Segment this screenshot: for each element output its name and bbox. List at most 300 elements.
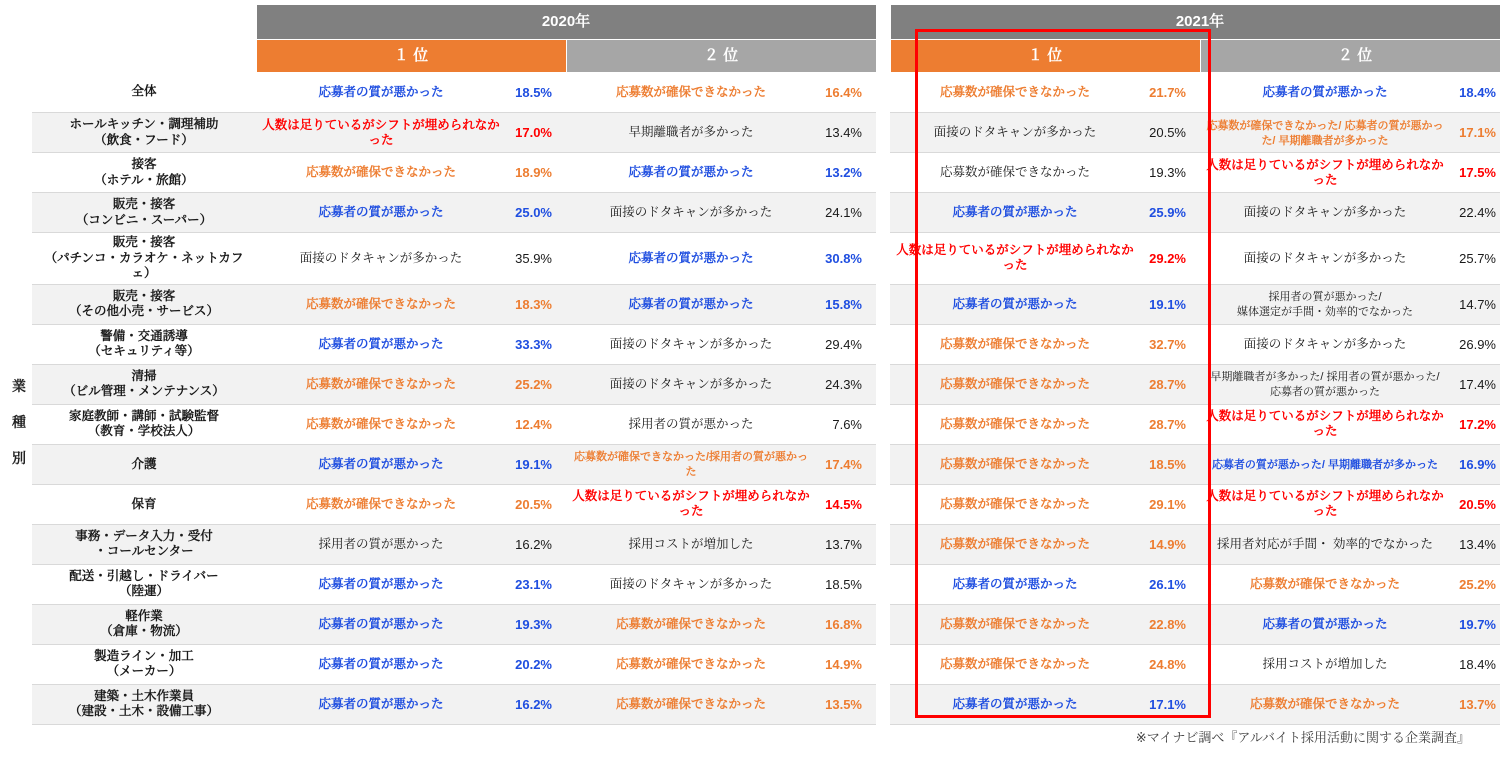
cell-2020-rank2-label-text: 人数は足りているがシフトが埋められなかった [572, 489, 810, 519]
header-2021-rank1: １ 位 [890, 40, 1200, 73]
cell-2020-rank2-pct [816, 684, 876, 724]
cell-2020-rank1-label [256, 604, 506, 644]
cell-2020-rank1-pct [506, 604, 566, 644]
header-2020-rank1: １ 位 [256, 40, 566, 73]
cell-2021-rank1-label [890, 193, 1140, 233]
cell-2020-rank1-label-text: 応募数が確保できなかった [305, 496, 456, 511]
cell-2020-rank2-label [566, 404, 816, 444]
cell-2020-rank1-pct [506, 684, 566, 724]
cell-2021-rank2-pct [1450, 604, 1500, 644]
cell-2020-rank2-label-text: 応募数が確保できなかった/採用者の質が悪かった [573, 451, 809, 479]
row-gap [876, 444, 890, 484]
header-row-year [32, 5, 1500, 40]
cell-2020-rank1-pct [506, 113, 566, 153]
cell-2020-rank2-pct [816, 364, 876, 404]
cell-2021-rank1-pct-text: 19.3% [1149, 165, 1186, 180]
row-category-label: 家庭教師・講師・試験監督 （教育・学校法人） [32, 404, 256, 444]
cell-2020-rank2-label-text: 採用者の質が悪かった [628, 416, 754, 431]
cell-2021-rank1-pct-text: 24.8% [1149, 656, 1186, 672]
cell-2021-rank1-pct [1140, 284, 1200, 324]
cell-2021-rank2-pct-text: 19.7% [1459, 616, 1496, 632]
cell-2020-rank1-pct [506, 524, 566, 564]
cell-2021-rank1-pct [1140, 73, 1200, 113]
cell-2021-rank2-pct [1450, 564, 1500, 604]
cell-2020-rank2-pct-text: 13.2% [825, 165, 862, 180]
cell-2021-rank2-pct [1450, 193, 1500, 233]
cell-2020-rank2-label [566, 193, 816, 233]
cell-2021-rank2-label [1200, 604, 1450, 644]
cell-2021-rank1-pct-text: 28.7% [1149, 416, 1186, 432]
row-category-label: 建築・土木作業員 （建設・土木・設備工事） [32, 684, 256, 724]
cell-2020-rank1-pct-text: 19.1% [515, 456, 552, 472]
cell-2020-rank2-pct-text: 24.1% [825, 205, 862, 220]
table-row [32, 193, 1500, 233]
cell-2020-rank1-pct-text: 35.9% [515, 250, 552, 266]
axis-label-char-1: 種 [12, 414, 26, 430]
axis-label-gyoshubetsu [8, 368, 30, 476]
cell-2020-rank1-label-text: 応募数が確保できなかった [305, 165, 456, 179]
cell-2020-rank1-label-text: 応募者の質が悪かった [318, 696, 444, 711]
cell-2020-rank1-pct-text: 17.0% [515, 125, 552, 140]
cell-2021-rank1-label [890, 564, 1140, 604]
cell-2021-rank1-pct-text: 18.5% [1149, 456, 1186, 472]
row-category-label: 販売・接客 （その他小売・サービス） [32, 284, 256, 324]
cell-2021-rank1-label-text: 応募数が確保できなかった [939, 336, 1090, 351]
cell-2021-rank1-pct [1140, 644, 1200, 684]
cell-2021-rank1-pct-text: 29.1% [1149, 496, 1186, 512]
cell-2021-rank1-pct-text: 28.7% [1149, 376, 1186, 392]
cell-2021-rank1-pct-text: 21.7% [1149, 85, 1186, 100]
cell-2021-rank1-label [890, 113, 1140, 153]
cell-2021-rank2-label [1200, 684, 1450, 724]
cell-2021-rank1-label-text: 応募数が確保できなかった [939, 85, 1090, 99]
table-body [32, 73, 1500, 725]
cell-2021-rank2-pct [1450, 113, 1500, 153]
cell-2020-rank1-label [256, 684, 506, 724]
cell-2020-rank1-pct [506, 644, 566, 684]
cell-2021-rank2-label [1200, 73, 1450, 113]
cell-2021-rank2-label-text: 人数は足りているがシフトが埋められなかった [1206, 489, 1444, 519]
cell-2020-rank1-label [256, 404, 506, 444]
cell-2020-rank2-label [566, 684, 816, 724]
cell-2020-rank1-pct-text: 19.3% [515, 616, 552, 632]
row-category-label: 製造ライン・加工 （メーカー） [32, 644, 256, 684]
cell-2020-rank2-pct [816, 324, 876, 364]
cell-2020-rank1-pct-text: 33.3% [515, 336, 552, 352]
cell-2021-rank2-pct-text: 16.9% [1459, 456, 1496, 472]
cell-2020-rank1-pct [506, 324, 566, 364]
cell-2021-rank2-pct-text: 17.5% [1459, 165, 1496, 180]
cell-2020-rank1-label-text: 応募者の質が悪かった [318, 85, 444, 99]
row-gap [876, 484, 890, 524]
cell-2020-rank2-label [566, 524, 816, 564]
cell-2020-rank2-pct-text: 16.8% [825, 616, 862, 632]
cell-2020-rank2-pct-text: 24.3% [825, 376, 862, 392]
cell-2020-rank1-label-text: 採用者の質が悪かった [318, 536, 444, 551]
cell-2021-rank1-label-text: 人数は足りているがシフトが埋められなかった [896, 243, 1134, 273]
source-note: ※マイナビ調べ『アルバイト採用活動に関する企業調査』 [1135, 730, 1470, 745]
table-row [32, 564, 1500, 604]
cell-2021-rank1-pct-text: 32.7% [1149, 336, 1186, 352]
cell-2020-rank2-pct [816, 193, 876, 233]
cell-2021-rank1-pct [1140, 444, 1200, 484]
table-row [32, 113, 1500, 153]
cell-2021-rank1-label-text: 応募数が確保できなかった [939, 416, 1090, 431]
cell-2021-rank2-pct-text: 17.4% [1459, 376, 1496, 392]
table-row [32, 604, 1500, 644]
cell-2021-rank2-label-text: 応募数が確保できなかった/ 応募者の質が悪かった/ 早期離職者が多かった [1206, 119, 1444, 147]
cell-2020-rank1-label [256, 284, 506, 324]
table-row [32, 73, 1500, 113]
cell-2021-rank2-label-text: 面接のドタキャンが多かった [1243, 250, 1407, 265]
cell-2020-rank1-label [256, 193, 506, 233]
cell-2021-rank1-label-text: 応募者の質が悪かった [952, 296, 1078, 311]
table-header [32, 5, 1500, 73]
cell-2021-rank2-label-text: 面接のドタキャンが多かった [1243, 205, 1407, 219]
table-row [32, 324, 1500, 364]
cell-2021-rank2-pct-text: 17.1% [1459, 125, 1496, 140]
row-gap [876, 644, 890, 684]
cell-2020-rank2-label [566, 113, 816, 153]
row-category-label: 軽作業 （倉庫・物流） [32, 604, 256, 644]
cell-2020-rank1-pct-text: 16.2% [515, 536, 552, 552]
cell-2021-rank2-pct [1450, 644, 1500, 684]
cell-2021-rank2-label [1200, 233, 1450, 285]
row-gap [876, 193, 890, 233]
cell-2021-rank1-pct [1140, 233, 1200, 285]
row-gap [876, 73, 890, 113]
cell-2020-rank2-label [566, 564, 816, 604]
header-gap [876, 5, 890, 40]
cell-2020-rank2-pct-text: 30.8% [825, 250, 862, 266]
cell-2020-rank2-label [566, 284, 816, 324]
cell-2020-rank2-pct-text: 7.6% [832, 416, 862, 432]
cell-2021-rank2-label [1200, 644, 1450, 684]
cell-2021-rank1-label [890, 484, 1140, 524]
row-category-label: 配送・引越し・ドライバー （陸運） [32, 564, 256, 604]
cell-2020-rank1-label-text: 応募数が確保できなかった [305, 296, 456, 311]
cell-2020-rank2-pct [816, 444, 876, 484]
cell-2021-rank2-label-text: 応募数が確保できなかった [1249, 576, 1400, 591]
header-2021-rank2: ２ 位 [1200, 40, 1500, 73]
cell-2021-rank1-pct [1140, 193, 1200, 233]
cell-2020-rank1-pct-text: 25.2% [515, 376, 552, 392]
cell-2020-rank2-pct [816, 284, 876, 324]
cell-2021-rank2-label [1200, 524, 1450, 564]
row-category-label: 警備・交通誘導 （セキュリティ等） [32, 324, 256, 364]
cell-2021-rank2-label-text: 人数は足りているがシフトが埋められなかった [1206, 157, 1444, 187]
cell-2020-rank2-pct-text: 13.5% [825, 696, 862, 712]
cell-2020-rank2-pct [816, 564, 876, 604]
cell-2020-rank2-label-text: 応募数が確保できなかった [615, 696, 766, 711]
cell-2021-rank1-pct [1140, 564, 1200, 604]
cell-2020-rank1-pct [506, 153, 566, 193]
row-category-label: 介護 [32, 444, 256, 484]
row-gap [876, 564, 890, 604]
cell-2021-rank2-label-text: 応募者の質が悪かった [1262, 85, 1388, 99]
table-row [32, 444, 1500, 484]
cell-2020-rank1-pct-text: 18.3% [515, 296, 552, 312]
cell-2020-rank1-pct [506, 284, 566, 324]
row-gap [876, 153, 890, 193]
table-row [32, 644, 1500, 684]
cell-2021-rank2-label-text: 早期離職者が多かった/ 採用者の質が悪かった/ 応募者の質が悪かった [1210, 371, 1440, 399]
cell-2021-rank2-pct [1450, 364, 1500, 404]
cell-2021-rank2-pct-text: 17.2% [1459, 416, 1496, 432]
header-row-rank [32, 40, 1500, 73]
cell-2020-rank2-pct-text: 15.8% [825, 296, 862, 312]
header-corner-blank [32, 5, 256, 40]
cell-2021-rank1-label-text: 応募数が確保できなかった [939, 616, 1090, 631]
cell-2021-rank2-pct [1450, 233, 1500, 285]
cell-2021-rank1-label [890, 524, 1140, 564]
cell-2020-rank1-pct [506, 404, 566, 444]
cell-2020-rank2-label-text: 面接のドタキャンが多かった [609, 336, 773, 351]
cell-2020-rank1-pct-text: 12.4% [515, 416, 552, 432]
cell-2020-rank1-label [256, 364, 506, 404]
cell-2021-rank1-label [890, 233, 1140, 285]
cell-2021-rank2-pct-text: 13.4% [1459, 536, 1496, 552]
table-row [32, 684, 1500, 724]
cell-2020-rank2-pct-text: 17.4% [825, 456, 862, 472]
cell-2020-rank1-label [256, 524, 506, 564]
cell-2021-rank1-label-text: 応募者の質が悪かった [952, 576, 1078, 591]
table-row [32, 364, 1500, 404]
cell-2020-rank1-label-text: 応募者の質が悪かった [318, 576, 444, 591]
cell-2020-rank1-label [256, 153, 506, 193]
cell-2021-rank1-pct-text: 29.2% [1149, 250, 1186, 266]
row-category-label: ホールキッチン・調理補助 （飲食・フード） [32, 113, 256, 153]
cell-2021-rank2-label-text: 採用者の質が悪かった/ 媒体選定が手間・効率的でなかった [1237, 291, 1413, 319]
cell-2021-rank2-pct-text: 20.5% [1459, 496, 1496, 512]
cell-2021-rank2-pct-text: 13.7% [1459, 696, 1496, 712]
row-category-label: 保育 [32, 484, 256, 524]
cell-2020-rank1-label [256, 484, 506, 524]
cell-2020-rank2-pct-text: 14.9% [825, 656, 862, 672]
cell-2020-rank1-label [256, 564, 506, 604]
cell-2021-rank1-pct [1140, 604, 1200, 644]
comparison-table [32, 4, 1500, 725]
cell-2020-rank2-pct [816, 484, 876, 524]
cell-2020-rank2-pct [816, 233, 876, 285]
cell-2020-rank1-label-text: 応募者の質が悪かった [318, 616, 444, 631]
cell-2020-rank1-label [256, 444, 506, 484]
cell-2021-rank1-label [890, 73, 1140, 113]
cell-2021-rank2-label-text: 応募者の質が悪かった/ 早期離職者が多かった [1211, 458, 1439, 471]
cell-2021-rank1-pct-text: 19.1% [1149, 296, 1186, 312]
cell-2021-rank1-pct [1140, 484, 1200, 524]
cell-2021-rank1-label-text: 応募数が確保できなかった [939, 656, 1090, 671]
cell-2020-rank1-label-text: 面接のドタキャンが多かった [299, 250, 463, 265]
cell-2021-rank2-pct-text: 25.2% [1459, 576, 1496, 592]
cell-2021-rank1-pct [1140, 684, 1200, 724]
cell-2020-rank2-pct-text: 16.4% [825, 85, 862, 100]
row-gap [876, 684, 890, 724]
table-row [32, 484, 1500, 524]
cell-2021-rank1-label-text: 応募者の質が悪かった [952, 205, 1078, 219]
cell-2020-rank1-pct [506, 444, 566, 484]
cell-2020-rank2-label [566, 153, 816, 193]
cell-2021-rank2-pct [1450, 404, 1500, 444]
cell-2020-rank1-pct [506, 73, 566, 113]
cell-2021-rank2-label [1200, 484, 1450, 524]
cell-2021-rank2-label-text: 応募数が確保できなかった [1249, 696, 1400, 711]
cell-2020-rank2-pct [816, 73, 876, 113]
cell-2021-rank1-pct-text: 20.5% [1149, 125, 1186, 140]
cell-2020-rank2-label-text: 採用コストが増加した [628, 536, 754, 551]
cell-2021-rank2-label [1200, 113, 1450, 153]
cell-2021-rank1-label [890, 444, 1140, 484]
cell-2021-rank2-label-text: 人数は足りているがシフトが埋められなかった [1206, 409, 1444, 439]
cell-2021-rank2-pct-text: 26.9% [1459, 336, 1496, 352]
cell-2020-rank2-label-text: 応募者の質が悪かった [628, 165, 754, 179]
cell-2021-rank2-label [1200, 564, 1450, 604]
cell-2020-rank1-label-text: 応募者の質が悪かった [318, 205, 444, 219]
cell-2021-rank2-pct-text: 25.7% [1459, 250, 1496, 266]
cell-2021-rank2-pct [1450, 524, 1500, 564]
cell-2021-rank2-pct [1450, 324, 1500, 364]
cell-2020-rank1-pct [506, 484, 566, 524]
cell-2020-rank1-label-text: 応募者の質が悪かった [318, 656, 444, 671]
row-category-label: 全体 [32, 73, 256, 113]
cell-2021-rank1-pct-text: 14.9% [1149, 536, 1186, 552]
cell-2021-rank1-pct [1140, 153, 1200, 193]
cell-2021-rank2-label [1200, 444, 1450, 484]
cell-2021-rank2-label [1200, 193, 1450, 233]
cell-2020-rank1-label [256, 113, 506, 153]
row-gap [876, 113, 890, 153]
cell-2021-rank2-pct [1450, 444, 1500, 484]
cell-2020-rank2-label [566, 644, 816, 684]
cell-2020-rank1-pct [506, 193, 566, 233]
cell-2021-rank1-label-text: 応募数が確保できなかった [939, 376, 1090, 391]
cell-2020-rank2-label-text: 応募数が確保できなかった [615, 85, 766, 99]
cell-2021-rank2-pct [1450, 153, 1500, 193]
row-gap [876, 233, 890, 285]
cell-2020-rank1-pct [506, 564, 566, 604]
cell-2020-rank2-label-text: 面接のドタキャンが多かった [609, 576, 773, 591]
table-row [32, 404, 1500, 444]
cell-2020-rank1-pct-text: 20.5% [515, 496, 552, 512]
cell-2021-rank1-label-text: 応募数が確保できなかった [939, 165, 1090, 179]
cell-2021-rank1-pct [1140, 524, 1200, 564]
cell-2021-rank1-label-text: 応募数が確保できなかった [939, 496, 1090, 511]
cell-2020-rank2-pct-text: 29.4% [825, 336, 862, 352]
cell-2021-rank1-label [890, 404, 1140, 444]
cell-2021-rank1-label-text: 応募者の質が悪かった [952, 696, 1078, 711]
row-category-label: 清掃 （ビル管理・メンテナンス） [32, 364, 256, 404]
cell-2020-rank2-label-text: 応募者の質が悪かった [628, 250, 754, 265]
cell-2020-rank1-pct-text: 23.1% [515, 576, 552, 592]
header-year-2021: 2021年 [890, 5, 1500, 40]
cell-2021-rank2-pct [1450, 73, 1500, 113]
cell-2020-rank1-pct [506, 233, 566, 285]
header-year-2020: 2020年 [256, 5, 876, 40]
cell-2020-rank2-pct [816, 524, 876, 564]
cell-2021-rank1-label [890, 604, 1140, 644]
row-category-label: 販売・接客 （パチンコ・カラオケ・ネットカフェ） [32, 233, 256, 285]
cell-2021-rank1-label-text: 面接のドタキャンが多かった [933, 125, 1097, 139]
cell-2020-rank2-pct [816, 404, 876, 444]
cell-2021-rank1-pct [1140, 324, 1200, 364]
axis-label-char-2: 別 [12, 450, 26, 466]
cell-2020-rank2-pct [816, 604, 876, 644]
cell-2020-rank2-pct-text: 13.4% [825, 125, 862, 140]
table-row [32, 153, 1500, 193]
cell-2020-rank1-label-text: 人数は足りているがシフトが埋められなかった [262, 117, 500, 147]
cell-2021-rank1-pct-text: 22.8% [1149, 616, 1186, 632]
cell-2021-rank1-pct-text: 25.9% [1149, 205, 1186, 220]
cell-2020-rank2-label-text: 応募数が確保できなかった [615, 616, 766, 631]
cell-2021-rank1-label-text: 応募数が確保できなかった [939, 536, 1090, 551]
cell-2020-rank2-label-text: 応募数が確保できなかった [615, 656, 766, 671]
header-2020-rank2: ２ 位 [566, 40, 876, 73]
cell-2021-rank2-label [1200, 404, 1450, 444]
cell-2021-rank1-label [890, 153, 1140, 193]
cell-2020-rank2-label-text: 応募者の質が悪かった [628, 296, 754, 311]
cell-2020-rank2-label [566, 233, 816, 285]
table-row [32, 233, 1500, 285]
row-gap [876, 284, 890, 324]
table-row [32, 524, 1500, 564]
cell-2021-rank2-label-text: 採用コストが増加した [1262, 656, 1388, 671]
cell-2021-rank2-pct-text: 22.4% [1459, 205, 1496, 220]
row-gap [876, 604, 890, 644]
cell-2020-rank2-label [566, 604, 816, 644]
cell-2020-rank1-pct [506, 364, 566, 404]
cell-2020-rank2-label-text: 面接のドタキャンが多かった [609, 376, 773, 391]
cell-2021-rank2-pct-text: 18.4% [1459, 656, 1496, 672]
cell-2020-rank1-pct-text: 16.2% [515, 696, 552, 712]
cell-2021-rank1-pct-text: 26.1% [1149, 576, 1186, 592]
cell-2020-rank2-label [566, 484, 816, 524]
cell-2020-rank1-label-text: 応募数が確保できなかった [305, 416, 456, 431]
cell-2021-rank2-pct [1450, 684, 1500, 724]
cell-2021-rank2-label-text: 面接のドタキャンが多かった [1243, 336, 1407, 351]
cell-2020-rank1-label-text: 応募者の質が悪かった [318, 336, 444, 351]
cell-2020-rank2-pct [816, 644, 876, 684]
cell-2021-rank2-label [1200, 284, 1450, 324]
cell-2020-rank2-pct-text: 14.5% [825, 496, 862, 512]
row-gap [876, 524, 890, 564]
cell-2020-rank1-pct-text: 25.0% [515, 205, 552, 220]
cell-2020-rank2-label-text: 面接のドタキャンが多かった [609, 205, 773, 219]
cell-2021-rank2-pct [1450, 284, 1500, 324]
axis-label-char-0: 業 [12, 378, 26, 394]
cell-2020-rank2-pct-text: 18.5% [825, 576, 862, 592]
cell-2021-rank2-label-text: 採用者対応が手間・ 効率的でなかった [1217, 536, 1433, 551]
cell-2021-rank1-label-text: 応募数が確保できなかった [939, 456, 1090, 471]
cell-2020-rank2-label [566, 73, 816, 113]
cell-2021-rank1-pct-text: 17.1% [1149, 696, 1186, 712]
cell-2021-rank2-pct-text: 14.7% [1459, 296, 1496, 312]
cell-2020-rank2-pct-text: 13.7% [825, 536, 862, 552]
cell-2020-rank2-pct [816, 113, 876, 153]
cell-2021-rank2-label [1200, 153, 1450, 193]
cell-2021-rank2-label [1200, 364, 1450, 404]
cell-2020-rank1-label [256, 233, 506, 285]
cell-2020-rank1-label [256, 73, 506, 113]
header-gap-2 [876, 40, 890, 73]
row-category-label: 事務・データ入力・受付 ・コールセンター [32, 524, 256, 564]
row-gap [876, 404, 890, 444]
cell-2021-rank1-label [890, 324, 1140, 364]
cell-2020-rank1-pct-text: 18.9% [515, 165, 552, 180]
cell-2021-rank1-label [890, 684, 1140, 724]
row-category-label: 接客 （ホテル・旅館） [32, 153, 256, 193]
table-row [32, 284, 1500, 324]
cell-2021-rank1-label [890, 284, 1140, 324]
